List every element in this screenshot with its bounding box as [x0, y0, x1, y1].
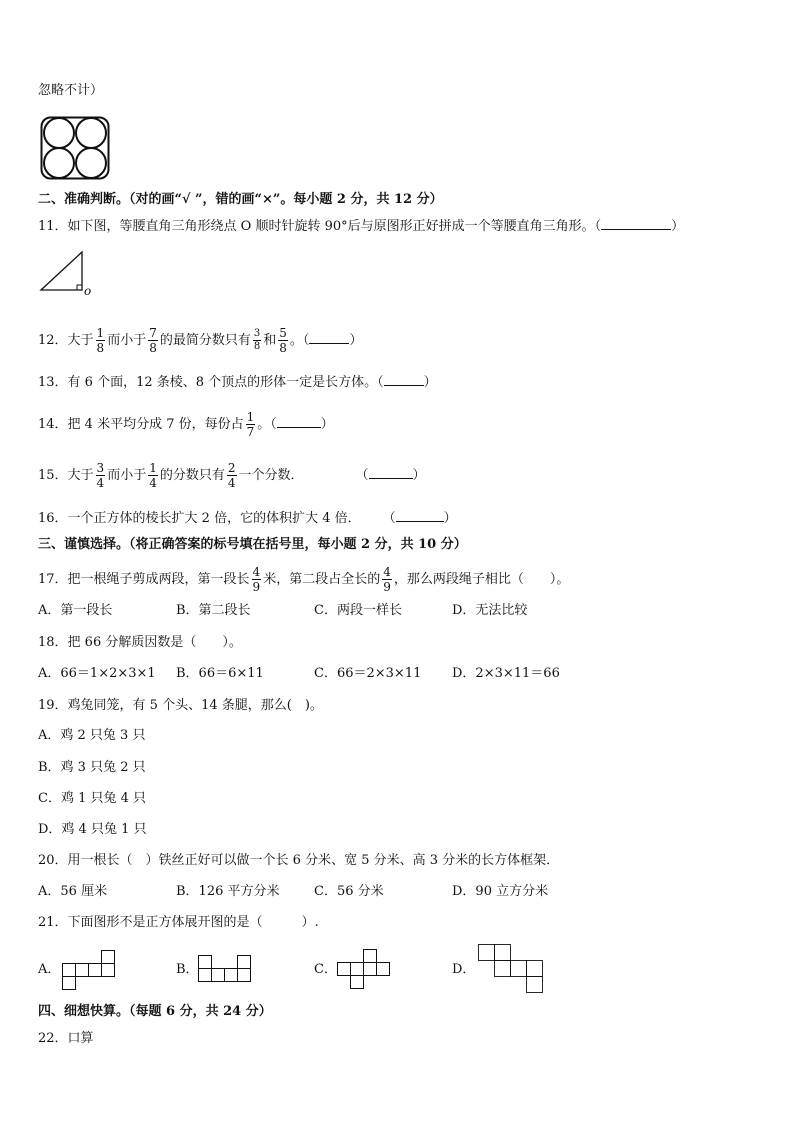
question-20: 20．用一根长（ ）铁丝正好可以做一个长 6 分米、宽 5 分米、高 3 分米的长方体框架．	[38, 853, 560, 868]
numerator: 1	[96, 326, 105, 340]
q18-option-a[interactable]: A．66＝1×2×3×1	[38, 666, 156, 681]
q15-open: （	[355, 468, 369, 483]
q14-suffix: 。（	[257, 417, 277, 432]
section-3-heading: 三、谨慎选择。（将正确答案的标号填在括号里，每小题 2 分，共 10 分）	[38, 537, 467, 552]
q15-close: ）	[412, 468, 426, 483]
denominator: 8	[253, 341, 261, 352]
q17-option-d[interactable]: D．无法比较	[452, 603, 528, 618]
q21-option-a[interactable]: A．	[38, 962, 61, 977]
fraction-1-4	[148, 461, 158, 490]
q12-mid1: 而小于	[107, 333, 147, 348]
q17-suffix: ，那么两段绳子相比（ ）。	[393, 572, 570, 587]
q14-answer-blank[interactable]	[277, 427, 321, 428]
denominator: 8	[149, 341, 157, 355]
q19-option-a[interactable]: A．鸡 2 只兔 3 只	[38, 728, 146, 743]
q17-prefix: 17．把一根绳子剪成两段，第一段长	[38, 572, 250, 587]
denominator: 8	[279, 341, 287, 355]
q12-mid3: 和	[263, 333, 277, 348]
q12-mid2: 的最简分数只有	[159, 333, 251, 348]
q21-option-d[interactable]: D．	[452, 962, 476, 977]
net-figure-b	[198, 955, 254, 987]
q16-answer-blank[interactable]	[396, 521, 444, 522]
net-figure-d	[478, 944, 548, 996]
q13-close: ）	[423, 375, 437, 390]
denominator: 4	[227, 476, 236, 490]
q15-suffix: 一个分数．	[238, 468, 304, 483]
question-15	[38, 461, 426, 490]
q11-close: ）	[671, 219, 685, 234]
q21-option-b[interactable]: B．	[176, 962, 199, 977]
q12-prefix: 12．大于	[38, 333, 94, 348]
q16-close: ）	[443, 511, 457, 526]
net-figure-c	[337, 948, 393, 992]
q11-text: 11．如下图，等腰直角三角形绕点 O 顺时针旋转 90°后与原图形正好拼成一个等腰直角三角形。（	[38, 219, 602, 234]
fraction-1-8	[96, 326, 106, 355]
fraction-3-4	[96, 461, 106, 490]
numerator: 1	[149, 461, 157, 475]
q19-option-c[interactable]: C．鸡 1 只兔 4 只	[38, 791, 147, 806]
numerator: 7	[149, 326, 157, 340]
question-11	[38, 218, 684, 236]
question-22: 22．口算	[38, 1031, 94, 1046]
denominator: 9	[383, 580, 391, 594]
q16-open: （	[382, 511, 396, 526]
section-4-heading: 四、细想快算。（每题 6 分，共 24 分）	[38, 1004, 272, 1019]
q15-answer-blank[interactable]	[369, 478, 413, 479]
q15-mid2: 的分数只有	[159, 468, 225, 483]
q17-option-b[interactable]: B．第二段长	[176, 603, 251, 618]
q20-option-a[interactable]: A．56 厘米	[38, 884, 108, 899]
denominator: 7	[246, 425, 255, 439]
q12-suffix: 。（	[289, 333, 310, 348]
q20-option-b[interactable]: B．126 平方分米	[176, 884, 280, 899]
q20-option-d[interactable]: D．90 立方分米	[452, 884, 549, 899]
numerator: 1	[246, 410, 255, 424]
question-14	[38, 410, 334, 439]
q16-text: 16．一个正方体的棱长扩大 2 倍，它的体积扩大 4 倍．	[38, 511, 361, 526]
q17-mid1: 米，第二段占全长的	[263, 572, 381, 587]
point-o-label: o	[84, 284, 92, 298]
q17-option-c[interactable]: C．两段一样长	[314, 603, 402, 618]
continued-text: 忽略不计）	[38, 83, 104, 98]
question-21: 21．下面图形不是正方体展开图的是（ ）.	[38, 915, 319, 930]
question-13	[38, 374, 437, 392]
fraction-3-8	[253, 328, 261, 353]
four-circles-figure	[40, 116, 110, 180]
denominator: 9	[252, 580, 261, 594]
numerator: 2	[227, 461, 236, 475]
question-16	[38, 510, 457, 528]
denominator: 8	[96, 341, 105, 355]
denominator: 4	[96, 476, 105, 490]
numerator: 3	[96, 461, 105, 475]
q12-answer-blank[interactable]	[309, 343, 349, 344]
numerator: 4	[383, 565, 391, 579]
q15-mid1: 而小于	[107, 468, 147, 483]
fraction-5-8	[278, 326, 288, 355]
q21-option-c[interactable]: C．	[314, 962, 337, 977]
fraction-7-8	[148, 326, 158, 355]
question-17	[38, 565, 569, 594]
q11-answer-blank[interactable]	[601, 229, 671, 230]
question-19: 19．鸡兔同笼，有 5 个头、14 条腿，那么( )。	[38, 698, 323, 713]
numerator: 4	[252, 565, 261, 579]
q15-prefix: 15．大于	[38, 468, 94, 483]
fraction-2-4	[227, 461, 237, 490]
question-18: 18．把 66 分解质因数是（ ）。	[38, 635, 242, 650]
section-2-heading: 二、准确判断。（对的画“√ ”，错的画“×”。每小题 2 分，共 12 分）	[38, 192, 443, 207]
q14-close: ）	[320, 417, 334, 432]
q13-answer-blank[interactable]	[384, 385, 424, 386]
q14-prefix: 14．把 4 米平均分成 7 份，每份占	[38, 417, 244, 432]
numerator: 3	[253, 328, 261, 339]
denominator: 4	[149, 476, 157, 490]
question-12	[38, 326, 362, 355]
q19-option-d[interactable]: D．鸡 4 只兔 1 只	[38, 822, 147, 837]
q18-option-d[interactable]: D．2×3×11＝66	[452, 666, 560, 681]
fraction-4-9	[382, 565, 392, 594]
numerator: 5	[279, 326, 287, 340]
q20-option-c[interactable]: C．56 分米	[314, 884, 384, 899]
q17-option-a[interactable]: A．第一段长	[38, 603, 113, 618]
q18-option-c[interactable]: C．66＝2×3×11	[314, 666, 422, 681]
net-figure-a	[62, 950, 118, 992]
q12-close: ）	[349, 333, 363, 348]
q19-option-b[interactable]: B．鸡 3 只兔 2 只	[38, 760, 146, 775]
fraction-4-9	[252, 565, 262, 594]
q18-option-b[interactable]: B．66＝6×11	[176, 666, 264, 681]
fraction-1-7	[246, 410, 256, 439]
q13-text: 13．有 6 个面，12 条棱、8 个顶点的形体一定是长方体。（	[38, 375, 384, 390]
